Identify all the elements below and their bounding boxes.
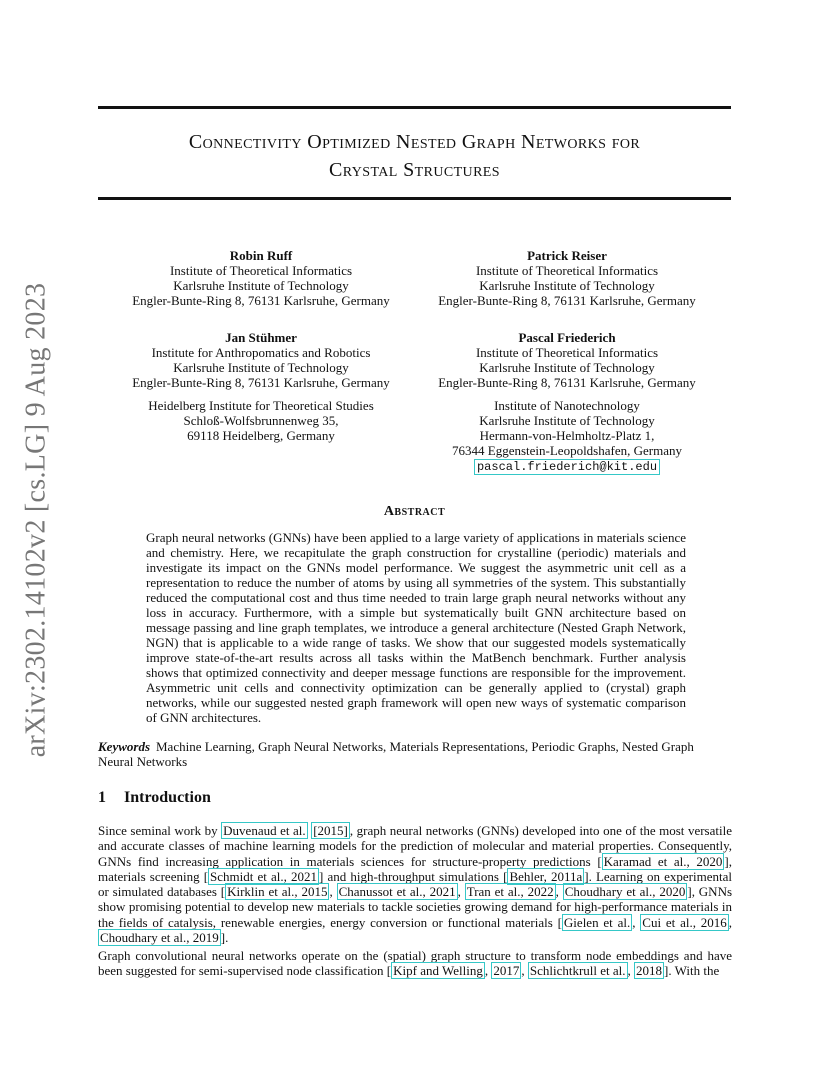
citation-link[interactable]: [2015] — [313, 823, 348, 838]
affiliation-line: Karlsruhe Institute of Technology — [479, 360, 655, 375]
keywords-line — [98, 739, 732, 769]
author-name: Pascal Friederich — [518, 330, 616, 345]
citation-link[interactable]: Schlichtkrull et al. — [529, 963, 626, 979]
affiliation-line: Institute of Theoretical Informatics — [169, 263, 353, 278]
author-name: Robin Ruff — [229, 248, 293, 263]
author-email-link[interactable]: pascal.friederich@kit.edu — [474, 459, 660, 475]
affiliation-line: Karlsruhe Institute of Technology — [173, 360, 349, 375]
citation-link[interactable]: Gielen et al. — [563, 914, 631, 930]
section-heading-introduction — [98, 789, 211, 807]
abstract-text: Graph neural networks (GNNs) have been applied to a large variety of applications in materials science and chemistry. Here, we recapitulate the graph construction for crystalline (periodic) materials and investigate its impact on the GNNs model performance. We suggest the asymmetric unit cell as a representation to reduce the number of atoms by using all symmetries of the system. This substantially reduced the computational cost and thus time needed to train large graph neural networks without any loss in accuracy. Furthermore, with a simple but systematically built GNN architecture based on message passing and line graph templates, we introduce a general architecture (Nested Graph Network, NGN) that is applicable to a wide range of tasks. We show that our suggested models systematically improve state-of-the-art results across all tasks within the MatBench benchmark. Further analysis shows that optimized connectivity and deeper message functions are responsible for the improvement. Asymmetric unit cells and connectivity optimization can be generally applied to (crystal) graph networks, while our suggested nested graph framework will open new ways of systematic comparison of GNN architectures. — [146, 530, 686, 725]
citation-link[interactable]: 2017 — [493, 963, 520, 979]
paper-title — [98, 128, 731, 184]
affiliation-line: Schloß-Wolfsbrunnenweg 35, — [183, 413, 339, 428]
citation-link[interactable]: Schmidt et al., 2021 — [210, 868, 318, 884]
affiliation-line: Karlsruhe Institute of Technology — [479, 278, 655, 293]
arxiv-identifier-stamp — [18, 282, 54, 758]
title-bottom-rule — [98, 197, 731, 200]
affiliation-line: 69118 Heidelberg, Germany — [187, 428, 335, 443]
author-name: Jan Stühmer — [225, 330, 297, 345]
author-jan-stuhmer — [98, 330, 424, 443]
affiliation-line: Engler-Bunte-Ring 8, 76131 Karlsruhe, Germany — [132, 375, 390, 390]
section-number: 1 — [98, 789, 106, 806]
citation-link[interactable]: Duvenaud et al. — [223, 823, 306, 838]
citation-link[interactable]: Chanussot et al., 2021 — [338, 884, 456, 900]
intro-paragraph-1: Since seminal work by Duvenaud et al. [2015] , graph neural networks (GNNs) developed into one of the most versatile and accurate classes of machine learning models for the prediction of molecular and material properties. Consequently, GNNs find increasing application in materials sciences for structure-property predictions [ Karamad et al., 2020 ], materials screening [ Schmidt et al., 2021 ] and high-throughput simulations [ Behler, 2011a ]. Learning on experimental or simulated databases [ Kirklin et al., 2015 , Chanussot et al., 2021 , Tran et al., 2022 , Choudhary et al., 2020 ], GNNs show promising potential to develop new materials to tackle societies growing demand for high-performance materials in the fields of catalysis, renewable energies, energy conversion or functional materials [ Gielen et al. , Cui et al., 2016 , Choudhary et al., 2019 ]. — [98, 823, 733, 946]
section-title: Introduction — [124, 789, 211, 806]
citation-link[interactable]: Kipf and Welling — [393, 963, 483, 979]
affiliation-line: Institute for Anthropomatics and Robotics — [151, 345, 371, 360]
citation-link[interactable]: Karamad et al., 2020 — [603, 853, 723, 869]
abstract-heading: Abstract — [383, 504, 446, 519]
paper-title-line-2: Crystal Structures — [329, 159, 500, 181]
citation-link[interactable]: 2018 — [636, 963, 663, 979]
affiliation-line: Institute of Theoretical Informatics — [475, 345, 659, 360]
keywords-label: Keywords — [98, 739, 150, 754]
citation-link[interactable]: Kirklin et al., 2015 — [227, 884, 328, 900]
affiliation-line: Karlsruhe Institute of Technology — [479, 413, 655, 428]
paper-title-line-1: Connectivity Optimized Nested Graph Networks for — [188, 131, 641, 153]
author-pascal-friederich — [404, 330, 730, 475]
citation-link[interactable]: Cui et al., 2016 — [642, 914, 727, 930]
citation-link[interactable]: Choudhary et al., 2019 — [100, 930, 219, 946]
author-robin-ruff — [98, 248, 424, 308]
affiliation-line: Institute of Nanotechnology — [494, 398, 640, 413]
arxiv-identifier-text: arXiv:2302.14102v2 [cs.LG] 9 Aug 2023 — [20, 282, 52, 758]
citation-link[interactable]: Choudhary et al., 2020 — [564, 884, 686, 900]
affiliation-line: Institute of Theoretical Informatics — [475, 263, 659, 278]
citation-link[interactable]: Behler, 2011a — [509, 868, 583, 884]
keywords-text: Machine Learning, Graph Neural Networks, Materials Representations, Periodic Graphs, Nested Graph Neural Networks — [98, 739, 694, 769]
citation-link[interactable]: Tran et al., 2022 — [466, 884, 554, 900]
author-patrick-reiser — [404, 248, 730, 308]
affiliation-line: Heidelberg Institute for Theoretical Studies — [148, 398, 374, 413]
affiliation-line: Engler-Bunte-Ring 8, 76131 Karlsruhe, Germany — [132, 293, 390, 308]
affiliation-line: 76344 Eggenstein-Leopoldshafen, Germany — [452, 443, 682, 458]
affiliation-line: Engler-Bunte-Ring 8, 76131 Karlsruhe, Germany — [438, 293, 696, 308]
affiliation-line: Hermann-von-Helmholtz-Platz 1, — [479, 428, 655, 443]
affiliation-line: Engler-Bunte-Ring 8, 76131 Karlsruhe, Germany — [438, 375, 696, 390]
affiliation-line: Karlsruhe Institute of Technology — [173, 278, 349, 293]
title-top-rule — [98, 106, 731, 109]
intro-paragraph-2: Graph convolutional neural networks operate on the (spatial) graph structure to transform node embeddings and have been suggested for semi-supervised node classification [ Kipf and Welling , 2017 , Schlichtkrull et al. , 2018 ]. With the — [98, 948, 732, 979]
author-name: Patrick Reiser — [527, 248, 607, 263]
